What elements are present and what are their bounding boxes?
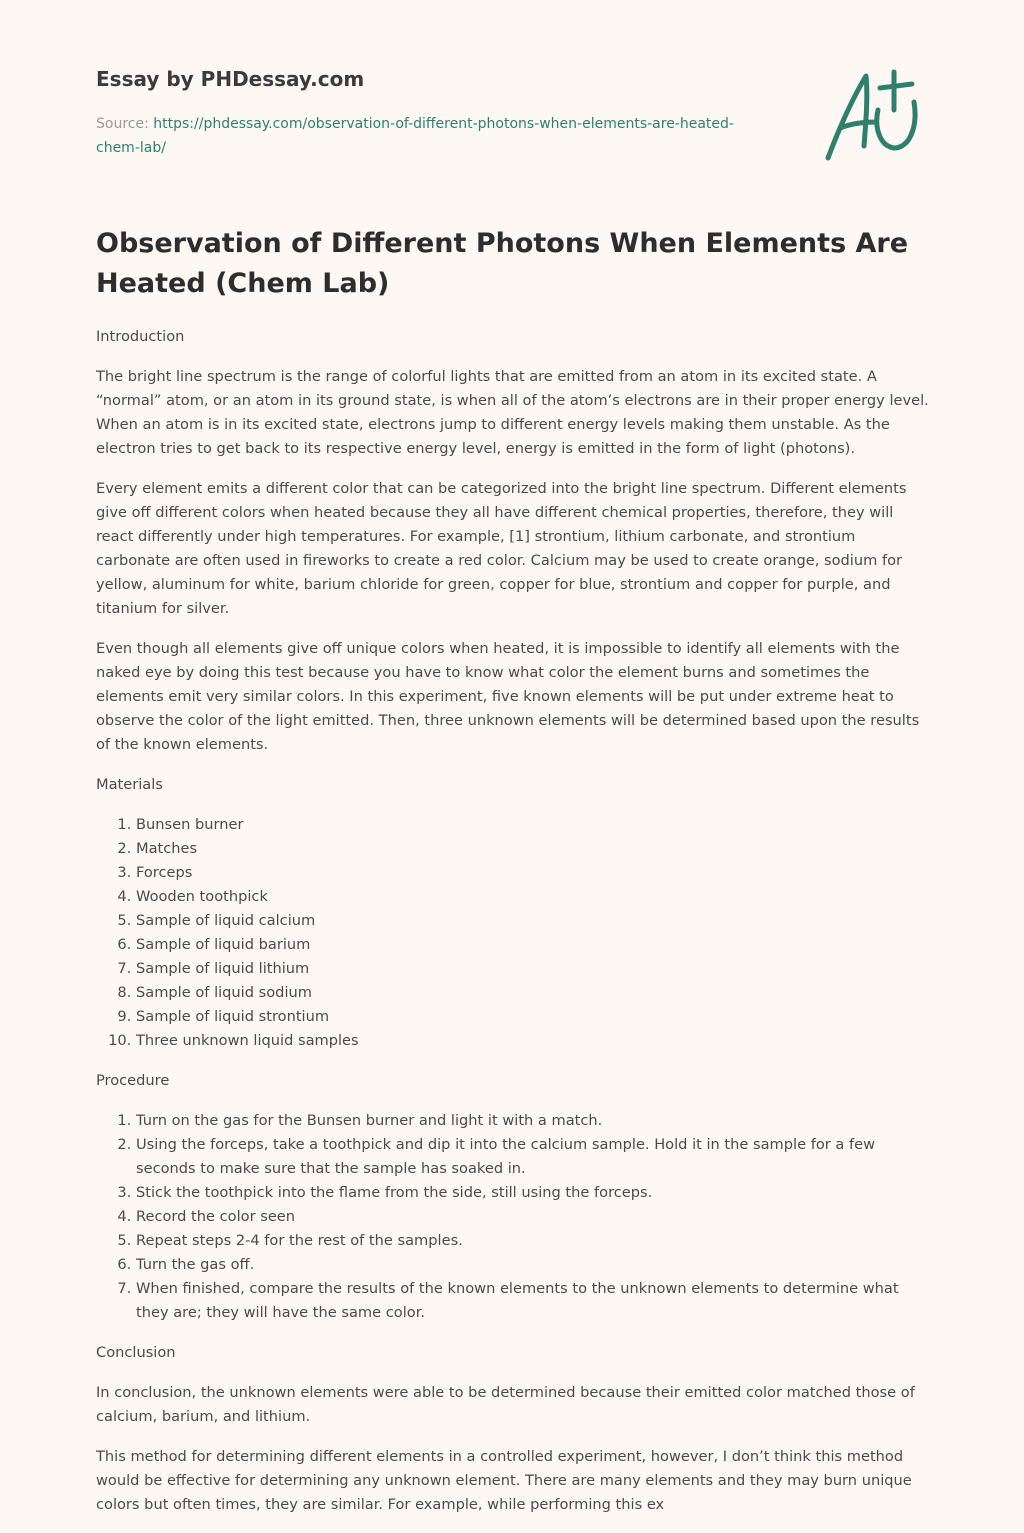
list-item: 1. Turn on the gas for the Bunsen burner and light it with a match. — [136, 1109, 932, 1133]
intro-paragraph: The bright line spectrum is the range of colorful lights that are emitted from an atom in its excited state. A “normal” atom, or an atom in its ground state, is when all of the atom’s electrons are in their proper energy level. When an atom is in its excited state, electrons jump to different energy levels making them unstable. As the electron tries to get back to its respective energy level, energy is emitted in the form of light (photons). — [96, 368, 929, 457]
source-label: Source: — [96, 116, 154, 132]
list-item: 10. Three unknown liquid samples — [136, 1029, 932, 1053]
list-item: 3. Stick the toothpick into the flame from the side, still using the forceps. — [136, 1181, 932, 1205]
list-item: 3. Forceps — [136, 861, 932, 885]
source-line — [96, 112, 756, 160]
intro-paragraph: Even though all elements give off unique colors when heated, it is impossible to identify all elements with the naked eye by doing this test because you have to know what color the element burns and sometimes the elements emit very similar colors. In this experiment, five known elements will be put under extreme heat to observe the color of the light emitted. Then, three unknown elements will be determined based upon the results of the known elements. — [96, 640, 920, 753]
intro-heading: Introduction — [96, 328, 185, 345]
list-item: 5. Sample of liquid calcium — [136, 909, 932, 933]
conclusion-heading: Conclusion — [96, 1344, 176, 1361]
site-brand: Essay by PHDessay.com — [96, 67, 365, 91]
source-link[interactable]: https://phdessay.com/observation-of-different-photons-when-elements-are-heated-chem-lab/ — [96, 116, 734, 156]
list-item: 9. Sample of liquid strontium — [136, 1005, 932, 1029]
list-item: 7. When finished, compare the results of the known elements to the unknown elements to determine what they are; they will have the same color. — [136, 1277, 932, 1325]
procedure-list — [96, 1109, 932, 1325]
list-item: 6. Sample of liquid barium — [136, 933, 932, 957]
list-item: 7. Sample of liquid lithium — [136, 957, 932, 981]
list-item: 5. Repeat steps 2-4 for the rest of the samples. — [136, 1229, 932, 1253]
a-plus-logo-icon — [820, 66, 924, 166]
essay-body — [96, 325, 932, 1533]
conclusion-paragraph: This method for determining different elements in a controlled experiment, however, I don’t think this method would be effective for determining any unknown element. There are many elements and they may burn unique colors but often times, they are similar. For example, while performing this ex — [96, 1448, 912, 1513]
list-item: 8. Sample of liquid sodium — [136, 981, 932, 1005]
list-item: 4. Record the color seen — [136, 1205, 932, 1229]
essay-title: Observation of Different Photons When Elements Are Heated (Chem Lab) — [96, 228, 909, 299]
list-item: 4. Wooden toothpick — [136, 885, 932, 909]
list-item: 2. Using the forceps, take a toothpick and dip it into the calcium sample. Hold it in the sample for a few seconds to make sure that the sample has soaked in. — [136, 1133, 932, 1181]
procedure-heading: Procedure — [96, 1072, 170, 1089]
list-item: 1. Bunsen burner — [136, 813, 932, 837]
materials-heading: Materials — [96, 776, 163, 793]
materials-list — [96, 813, 932, 1053]
list-item: 2. Matches — [136, 837, 932, 861]
intro-paragraph: Every element emits a different color that can be categorized into the bright line spectrum. Different elements give off different colors when heated because they all have different chemical properties, therefore, they will react differently under high temperatures. For example, [1] strontium, lithium carbonate, and strontium carbonate are often used in fireworks to create a red color. Calcium may be used to create orange, sodium for yellow, aluminum for white, barium chloride for green, copper for blue, strontium and copper for purple, and titanium for silver. — [96, 480, 907, 617]
conclusion-paragraph: In conclusion, the unknown elements were able to be determined because their emitted color matched those of calcium, barium, and lithium. — [96, 1384, 915, 1425]
list-item: 6. Turn the gas off. — [136, 1253, 932, 1277]
